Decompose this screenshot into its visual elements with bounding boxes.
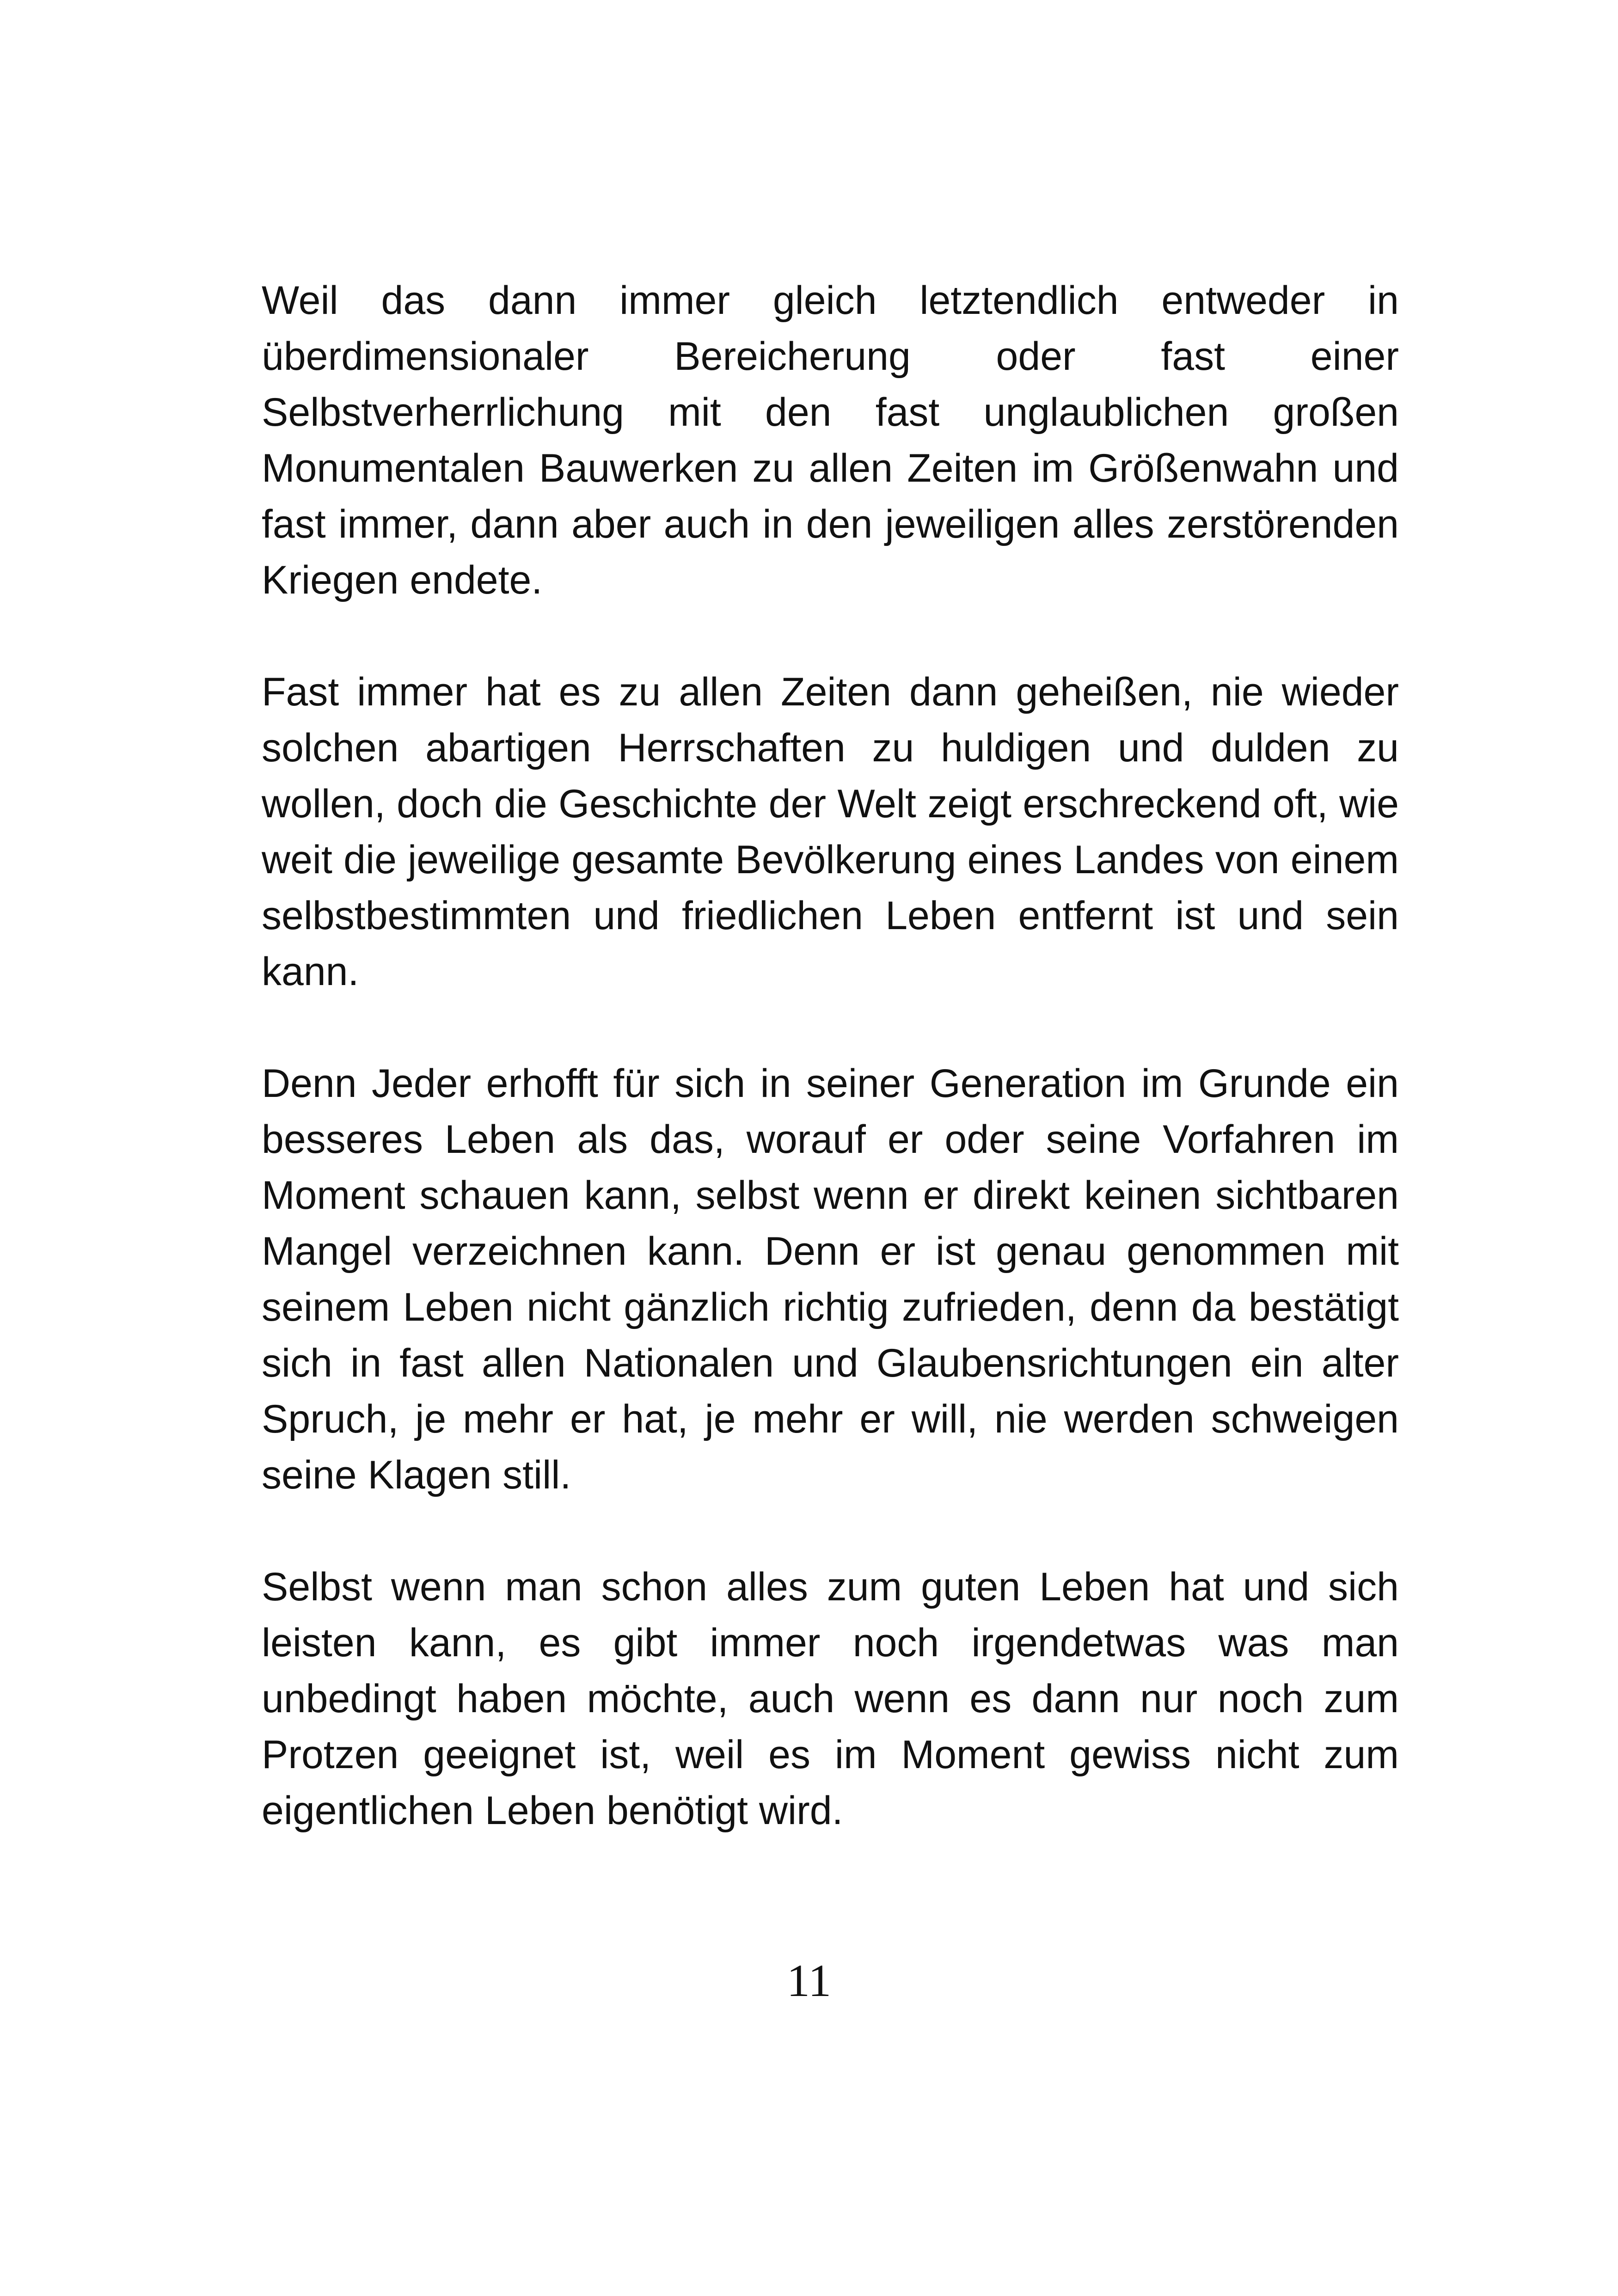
- paragraph-4: Selbst wenn man schon alles zum guten Leben hat und sich leisten kann, es gibt immer noch irgendetwas was man unbedingt haben möchte, auch wenn es dann nur noch zum Protzen geeignet ist, weil es im Moment gewiss nicht zum eigentlichen Leben benötigt wird.: [262, 1565, 1399, 1833]
- paragraph-3: Denn Jeder erhofft für sich in seiner Generation im Grunde ein besseres Leben als das, worauf er oder seine Vorfahren im Moment schauen kann, selbst wenn er direkt keinen sichtbaren Mangel verzeichnen kann. Denn er ist genau genommen mit seinem Leben nicht gänzlich richtig zufrieden, denn da bestätigt sich in fast allen Nationalen und Glaubensrichtungen ein alter Spruch, je mehr er hat, je mehr er will, nie werden schweigen seine Klagen still.: [262, 1061, 1399, 1497]
- body-text: [262, 273, 1399, 1895]
- paragraph-2: Fast immer hat es zu allen Zeiten dann geheißen, nie wieder solchen abartigen Herrschaften zu huldigen und dulden zu wollen, doch die Geschichte der Welt zeigt erschreckend oft, wie weit die jeweilige gesamte Bevölkerung eines Landes von einem selbstbestimmten und friedlichen Leben entfernt ist und sein kann.: [262, 670, 1399, 994]
- paragraph-1: Weil das dann immer gleich letztendlich entweder in überdimensionaler Bereicherung oder fast einer Selbstverherrlichung mit den fast unglaublichen großen Monumentalen Bauwerken zu allen Zeiten im Größenwahn und fast immer, dann aber auch in den jeweiligen alles zerstörenden Kriegen endete.: [262, 278, 1399, 602]
- page-number: 11: [786, 1955, 832, 2006]
